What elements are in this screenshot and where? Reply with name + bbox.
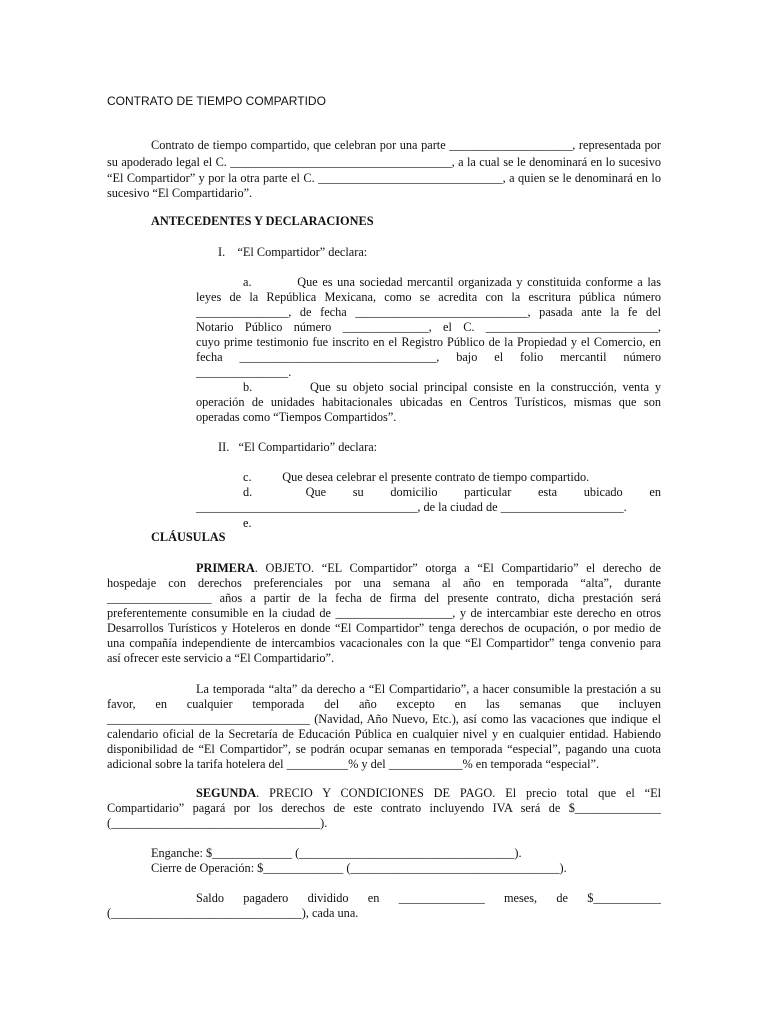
cierre-line: Cierre de Operación: $_____________ (__________________________________). [151,861,567,875]
item-b-line: operadas como “Tiempos Compartidos”. [196,410,397,424]
primera-line: una compañía independiente de intercambios vacacionales con la que “El Compartidor” tenga convenio para [107,636,661,650]
segunda-label: SEGUNDA [196,786,257,800]
temporada-line: favor, en cualquier temporada del año excepto en las semanas que incluyen [107,697,661,711]
intro-line: su apoderado legal el C. ____________________________________, a la cual se le denominará en lo sucesivo [107,155,661,169]
item-a-line: fecha ________________________________, bajo el folio mercantil número [196,350,661,364]
saldo-line: (_______________________________), cada una. [107,906,359,920]
item-b-line: b. Que su objeto social principal consiste en la construcción, venta y [243,380,661,394]
primera-label: PRIMERA [196,561,255,575]
item-c: c. Que desea celebrar el presente contrato de tiempo compartido. [243,470,590,484]
item-a-line: _______________. [196,365,292,379]
segunda-first-line [196,786,661,801]
antecedentes-heading: ANTECEDENTES Y DECLARACIONES [151,214,374,228]
clausulas-heading: CLÁUSULAS [151,530,226,544]
primera-line: así ofrecer este servicio a “El Compartidario”. [107,651,335,665]
item-a-line: cuyo prime testimonio fue inscrito en el Registro Público de la Propiedad y el Comercio, en [196,335,661,349]
item-d-line: d. Que su domicilio particular esta ubicado en [243,485,661,499]
primera-first-line [196,561,661,576]
primera-line: . OBJETO. “EL Compartidor” otorga a “El Compartidario” el derecho de [254,561,661,575]
segunda-line: (__________________________________). [107,816,328,830]
primera-line: _________________ años a partir de la fecha de firma del presente contrato, dicha prestación será [107,591,661,605]
primera-line: preferentemente consumible en la ciudad de ___________________, y de intercambiar este derecho en otros [107,606,661,620]
segunda-line: Compartidario” pagará por los derechos de este contrato incluyendo IVA será de $______________ [107,801,661,815]
item-a-line: a. Que es una sociedad mercantil organizada y constituida conforme a las [243,275,661,289]
enganche-line: Enganche: $_____________ (___________________________________). [151,846,522,860]
intro-line: sucesivo “El Compartidario”. [107,186,253,200]
item-b-line: operación de unidades habitacionales ubicadas en Centros Turísticos, mismas que son [196,395,661,409]
item-a-line: leyes de la República Mexicana, como se acredita con la escritura pública número [196,290,661,304]
section-ii-heading: II. “El Compartidario” declara: [218,440,378,454]
temporada-line: La temporada “alta” da derecho a “El Compartidario”, a hacer consumible la prestación a su [196,682,661,696]
item-d-line: ____________________________________, de la ciudad de ____________________. [196,500,627,514]
item-e: e. [243,516,252,530]
item-a-line: Notario Público número ______________, el C. ____________________________, [196,320,661,334]
item-a-line: _______________, de fecha ____________________________, pasada ante la fe del [196,305,661,319]
document-title: CONTRATO DE TIEMPO COMPARTIDO [107,94,326,108]
intro-line: Contrato de tiempo compartido, que celebran por una parte ____________________, representada por [151,138,661,152]
temporada-line: disponibilidad de “El Compartidor”, se podrán ocupar semanas en temporada “especial”, pagando una cuota [107,742,661,756]
temporada-line: adicional sobre la tarifa hotelera del __________% y del ____________% en temporada “especial”. [107,757,600,771]
temporada-line: calendario oficial de la Secretaría de Educación Pública en cualquier nivel y en cualquier entidad. Habiendo [107,727,661,741]
section-i-heading: I. “El Compartidor” declara: [218,245,368,259]
saldo-line: Saldo pagadero dividido en ______________ meses, de $___________ [196,891,661,905]
temporada-line: _________________________________ (Navidad, Año Nuevo, Etc.), así como las vacaciones que indique el [107,712,661,726]
primera-line: hospedaje con derechos preferenciales por una semana al año en temporada “alta”, durante [107,576,661,590]
segunda-line: . PRECIO Y CONDICIONES DE PAGO. El precio total que el “El [256,786,661,800]
intro-line: “El Compartidor” y por la otra parte el C. ______________________________, a quien se le denominará en lo [107,171,661,185]
primera-line: Desarrollos Turísticos y Hoteleros en donde “El Compartidor” tenga derechos de ocupación, o por medio de [107,621,661,635]
